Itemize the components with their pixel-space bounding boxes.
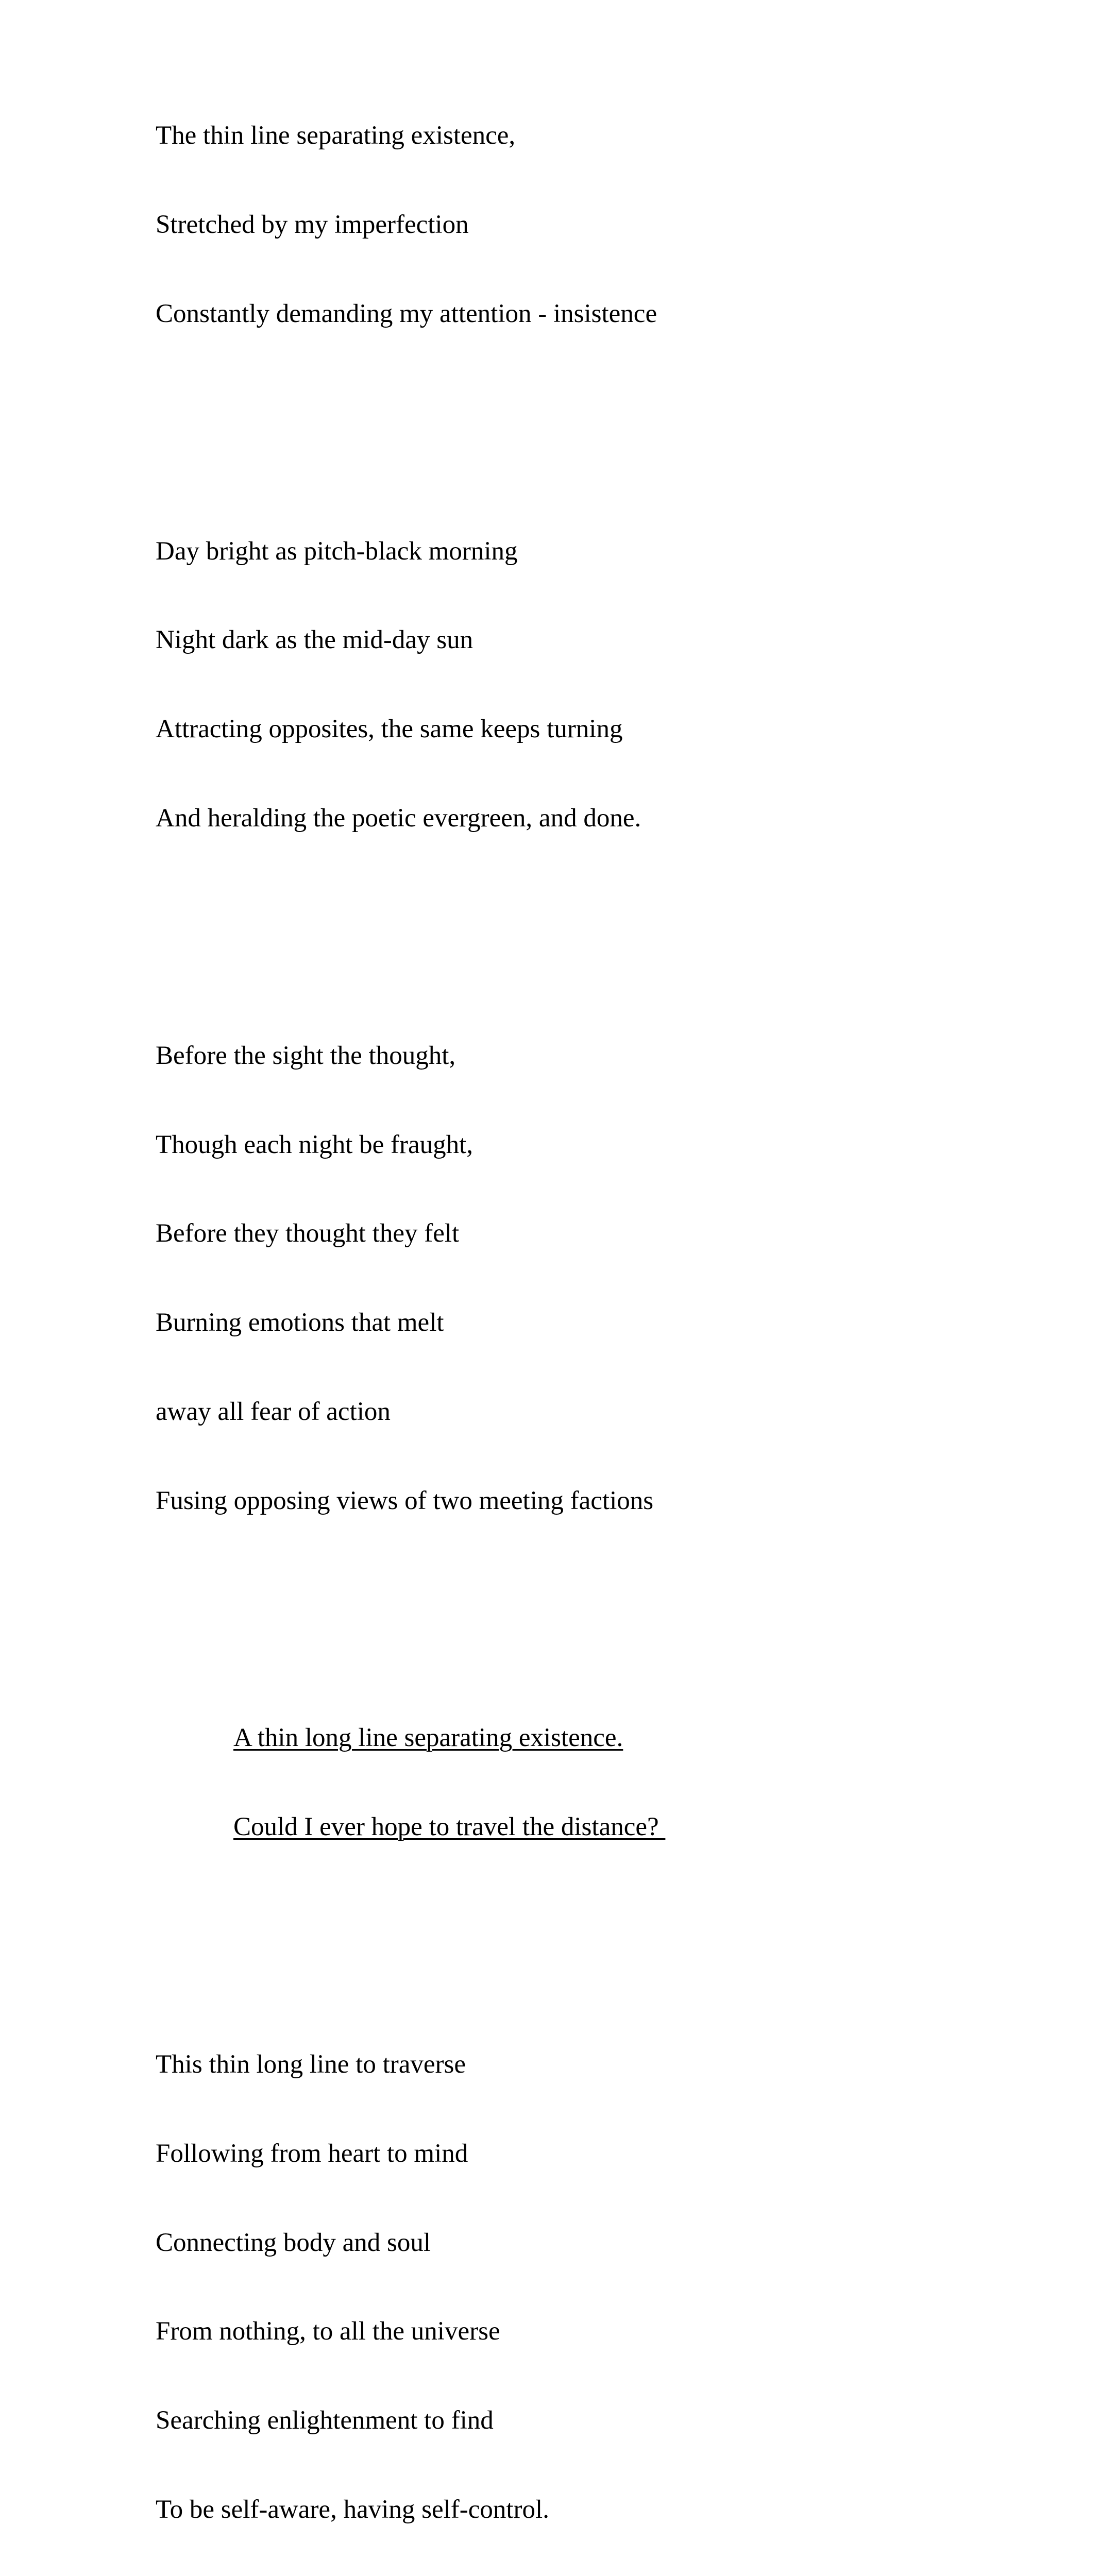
- poem-line: Fusing opposing views of two meeting factions: [156, 1486, 654, 1515]
- poem-line: Before the sight the thought,: [156, 1041, 456, 1070]
- poem-line: And heralding the poetic evergreen, and done.: [156, 804, 641, 833]
- poem-line: From nothing, to all the universe: [156, 2317, 500, 2346]
- poem-line: Attracting opposites, the same keeps turning: [156, 715, 623, 744]
- poem-line: Night dark as the mid-day sun: [156, 625, 474, 655]
- poem-line: Though each night be fraught,: [156, 1130, 474, 1159]
- stanza-5: [156, 1991, 733, 2576]
- poem-line: To be self-aware, having self-control.: [156, 2495, 549, 2524]
- poem-line: Searching enlightenment to find: [156, 2406, 494, 2435]
- poem-line: Burning emotions that melt: [156, 1308, 444, 1337]
- poem-line: Constantly demanding my attention - insistence: [156, 299, 657, 328]
- poem-line: Before they thought they felt: [156, 1219, 460, 1248]
- stanza-3: [156, 982, 733, 1575]
- stanza-1: [156, 62, 733, 388]
- poem-line: Connecting body and soul: [156, 2228, 431, 2257]
- refrain-line: Could I ever hope to travel the distance?: [233, 1812, 666, 1842]
- refrain-line: A thin long line separating existence.: [233, 1723, 623, 1753]
- poem-body: [156, 3, 733, 2576]
- poem-line: This thin long line to traverse: [156, 2049, 466, 2079]
- stanza-2: [156, 478, 733, 893]
- stanza-4-refrain: [156, 1664, 733, 1902]
- poem-line: Day bright as pitch-black morning: [156, 536, 518, 566]
- poem-line: Stretched by my imperfection: [156, 210, 469, 240]
- poem-line: away all fear of action: [156, 1397, 391, 1426]
- poem-line: The thin line separating existence,: [156, 121, 516, 150]
- poem-line: Following from heart to mind: [156, 2139, 468, 2168]
